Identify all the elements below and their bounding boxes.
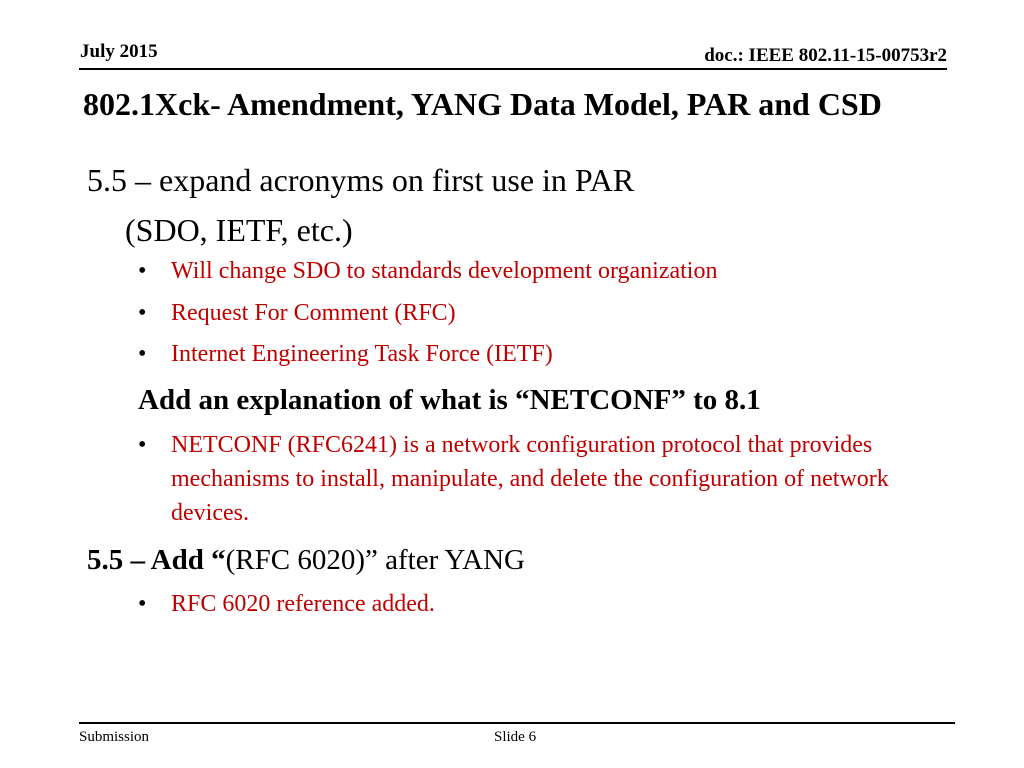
bullet-icon: • <box>138 258 147 284</box>
bullet-icon: • <box>138 341 147 367</box>
list-item-text: Will change SDO to standards development organization <box>171 258 718 284</box>
section1-line1: 5.5 – expand acronyms on first use in PAR <box>87 162 635 198</box>
list-item-text: Request For Comment (RFC) <box>171 300 456 326</box>
section3-heading-rest: (RFC 6020)” after YANG <box>225 544 525 576</box>
section3-heading-bold: 5.5 – Add “ <box>87 544 226 576</box>
section1-line2: (SDO, IETF, etc.) <box>125 212 353 248</box>
section2-heading: Add an explanation of what is “NETCONF” to 8.1 <box>138 384 761 416</box>
footer-slide-number: Slide 6 <box>494 729 537 745</box>
bullet-icon: • <box>138 300 147 326</box>
bullet-icon: • <box>138 591 147 617</box>
footer-divider <box>79 722 955 724</box>
list-item-text: Internet Engineering Task Force (IETF) <box>171 341 553 367</box>
header-date: July 2015 <box>80 41 158 62</box>
section3-heading <box>87 540 525 580</box>
list-item-text: RFC 6020 reference added. <box>171 591 435 617</box>
slide-title: 802.1Xck- Amendment, YANG Data Model, PAR and CSD <box>83 86 882 122</box>
header-doc-id: doc.: IEEE 802.11-15-00753r2 <box>704 45 947 66</box>
bullet-icon: • <box>138 432 147 458</box>
list-item-text: NETCONF (RFC6241) is a network configuration protocol that provides mechanisms to install, manipulate, and delete the configuration of network devices. <box>171 432 889 526</box>
header-divider <box>79 68 947 70</box>
footer-submission: Submission <box>79 729 150 745</box>
